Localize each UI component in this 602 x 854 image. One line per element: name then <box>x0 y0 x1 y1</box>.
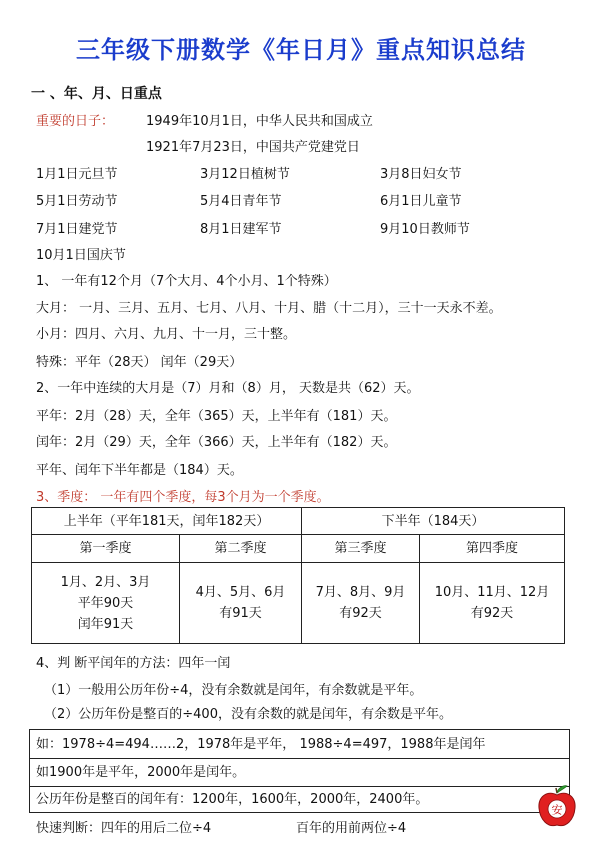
season-cell-line: 1月、2月、3月 <box>60 574 151 590</box>
holiday: 3月12日植树节 <box>200 167 290 182</box>
season-cell-line: 有92天 <box>339 606 382 621</box>
example-1: 如：1978÷4=494……2，1978年是平年， 1988÷4=497，1988年是闰年 <box>36 737 486 752</box>
season-cell-line: 7月、8月、9月 <box>315 585 406 600</box>
season-cell-q2 <box>180 563 302 644</box>
example-2: 如1900年是平年，2000年是闰年。 <box>36 765 246 780</box>
season-table <box>31 507 565 644</box>
season-cell-line: 有91天 <box>219 606 262 621</box>
special-month: 特殊：平年（28天） 闰年（29天） <box>36 355 243 370</box>
first-half-header: 上半年（平年181天，闰年182天） <box>32 508 302 535</box>
holiday: 9月10日教师节 <box>380 222 470 237</box>
season-header: 第二季度 <box>180 535 302 563</box>
small-months: 小月：四月、六月、九月、十一月，三十整。 <box>36 327 297 342</box>
holiday: 1月1日元旦节 <box>36 167 118 182</box>
season-cell-q4 <box>420 563 565 644</box>
season-cell-line: 4月、5月、6月 <box>195 585 286 600</box>
divider <box>30 786 569 787</box>
point-4-title: 4、判 断平闰年的方法：四年一闰 <box>36 656 231 671</box>
holiday: 6月1日儿童节 <box>380 194 462 209</box>
divider <box>30 758 569 759</box>
quick-judge-a: 快速判断：四年的用后二位÷4 <box>36 821 212 836</box>
common-year-info: 平年：2月（28）天，全年（365）天，上半年有（181）天。 <box>36 409 397 424</box>
point-1-title: 1、 一年有12个月（7个大月、4个小月、1个特殊） <box>36 274 337 289</box>
season-header: 第一季度 <box>32 535 180 563</box>
rule-2: （2）公历年份是整百的÷400，没有余数的就是闰年，有余数是平年。 <box>44 707 452 722</box>
holiday: 7月1日建党节 <box>36 222 118 237</box>
season-cell-line: 闰年91天 <box>77 616 134 632</box>
section-heading: 一 、年、月、日重点 <box>31 86 162 102</box>
holiday: 10月1日国庆节 <box>36 248 126 263</box>
point-3-title: 3、季度： 一年有四个季度，每3个月为一个季度。 <box>36 490 330 505</box>
season-header: 第四季度 <box>420 535 565 563</box>
apple-label: 安 <box>551 803 563 817</box>
page-title: 三年级下册数学《年日月》重点知识总结 <box>76 36 526 64</box>
holiday: 5月1日劳动节 <box>36 194 118 209</box>
holiday: 8月1日建军节 <box>200 222 282 237</box>
season-cell-q3 <box>302 563 420 644</box>
season-cell-line: 有92天 <box>470 606 514 621</box>
season-cell-line: 10月、11月、12月 <box>434 585 550 600</box>
quick-judge-b: 百年的用前两位÷4 <box>296 821 407 836</box>
important-days-label: 重要的日子： <box>36 114 115 129</box>
important-day-2: 1921年7月23日，中国共产党建党日 <box>146 140 360 155</box>
second-half-info: 平年、闰年下半年都是（184）天。 <box>36 463 243 478</box>
leap-year-info: 闰年：2月（29）天，全年（366）天，上半年有（182）天。 <box>36 435 397 450</box>
season-header: 第三季度 <box>302 535 420 563</box>
important-day-1: 1949年10月1日，中华人民共和国成立 <box>146 114 373 129</box>
example-3: 公历年份是整百的闰年有：1200年，1600年，2000年，2400年。 <box>36 792 429 807</box>
season-cell-line: 平年90天 <box>77 595 134 611</box>
rule-1: （1）一般用公历年份÷4，没有余数就是闰年，有余数就是平年。 <box>44 683 423 698</box>
big-months: 大月： 一月、三月、五月、七月、八月、十月、腊（十二月），三十一天永不差。 <box>36 301 502 316</box>
point-2-title: 2、一年中连续的大月是（7）月和（8）月， 天数是共（62）天。 <box>36 381 420 396</box>
apple-icon <box>536 784 578 830</box>
holiday: 3月8日妇女节 <box>380 167 462 182</box>
season-cell-q1 <box>32 563 180 644</box>
holiday: 5月4日青年节 <box>200 194 282 209</box>
second-half-header: 下半年（184天） <box>302 508 565 535</box>
